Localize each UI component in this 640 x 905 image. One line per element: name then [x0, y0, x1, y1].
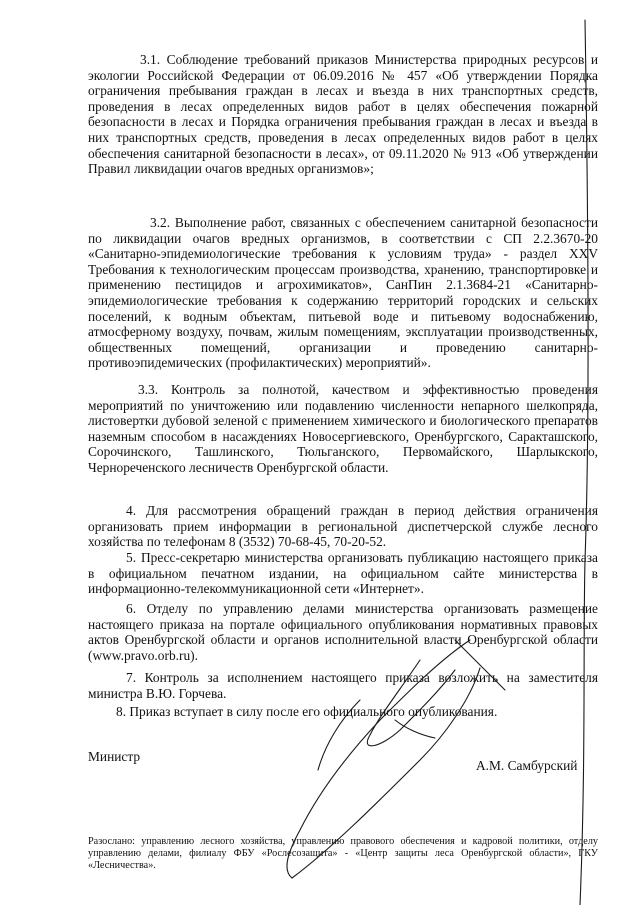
signer-position: Министр [88, 749, 141, 764]
paragraph-4: 4. Для рассмотрения обращений граждан в период действия ограничения организовать прием информации в региональной диспетчерской службе лесного хозяйства по телефонам 8 (3532) 70-68-45, 70-20-52. [88, 503, 598, 550]
paragraph-3-3: 3.3. Контроль за полнотой, качеством и эффективностью проведения мероприятий по уничтожению или подавлению численности непарного шелкопряда, листовертки дубовой зеленой с применением химического и биологического препаратов наземным способом в насаждениях Новосергиевского, Оренбургского, Саракташского, Сорочинского, Ташлинского, Тюльганского, Первомайского, Шарлыкского, Чернореченского лесничеств Оренбургской области. [88, 382, 598, 475]
signer-name: А.М. Самбурский [476, 758, 578, 773]
paragraph-3-1: 3.1. Соблюдение требований приказов Министерства природных ресурсов и экологии Российской Федерации от 06.09.2016 № 457 «Об утверждении Порядка ограничения пребывания граждан в лесах и въезда в них транспортных средств, проведения в лесах определенных видов работ в целях обеспечения пожарной безопасности в лесах и Порядка ограничения пребывания граждан в лесах и въезда в них транспортных средств, проведения в лесах определенных видов работ в целях обеспечения санитарной безопасности в лесах», от 09.11.2020 № 913 «Об утверждении Правил ликвидации очагов вредных организмов»; [88, 52, 598, 177]
paragraph-8: 8. Приказ вступает в силу после его официального опубликования. [116, 704, 498, 719]
paragraph-7: 7. Контроль за исполнением настоящего приказа возложить на заместителя министра В.Ю. Горчева. [88, 670, 598, 701]
paragraph-3-2: 3.2. Выполнение работ, связанных с обеспечением санитарной безопасности по ликвидации очагов вредных организмов, в соответствии с СП 2.2.3670-20 «Санитарно-эпидемиологические требования к условиям труда» - раздел XXV Требования к технологическим процессам производства, хранению, транспортировке и применению пестицидов и агрохимикатов», СанПин 2.1.3684-21 «Санитарно-эпидемиологические требования к содержанию территорий городских и сельских поселений, к водным объектам, питьевой воде и питьевому водоснабжению, атмосферному воздуху, почвам, жилым помещениям, эксплуатации производственных, общественных помещений, организации и проведению санитарно-противоэпидемических (профилактических) мероприятий». [88, 215, 598, 371]
paragraph-6: 6. Отделу по управлению делами министерства организовать размещение настоящего приказа на портале официального опубликования нормативных правовых актов Оренбургской области и органов исполнительной власти Оренбургской области (www.pravo.orb.ru). [88, 601, 598, 663]
distribution-list: Разослано: управлению лесного хозяйства, управлению правового обеспечения и кадровой политики, отделу управлению делами, филиалу ФБУ «Рослесозащита» - «Центр защиты леса Оренбургской области», ГКУ «Лесничества». [88, 836, 598, 871]
paragraph-5: 5. Пресс-секретарю министерства организовать публикацию настоящего приказа в официальном печатном издании, на официальном сайте министерства в информационно-телекоммуникационной сети «Интернет». [88, 550, 598, 597]
